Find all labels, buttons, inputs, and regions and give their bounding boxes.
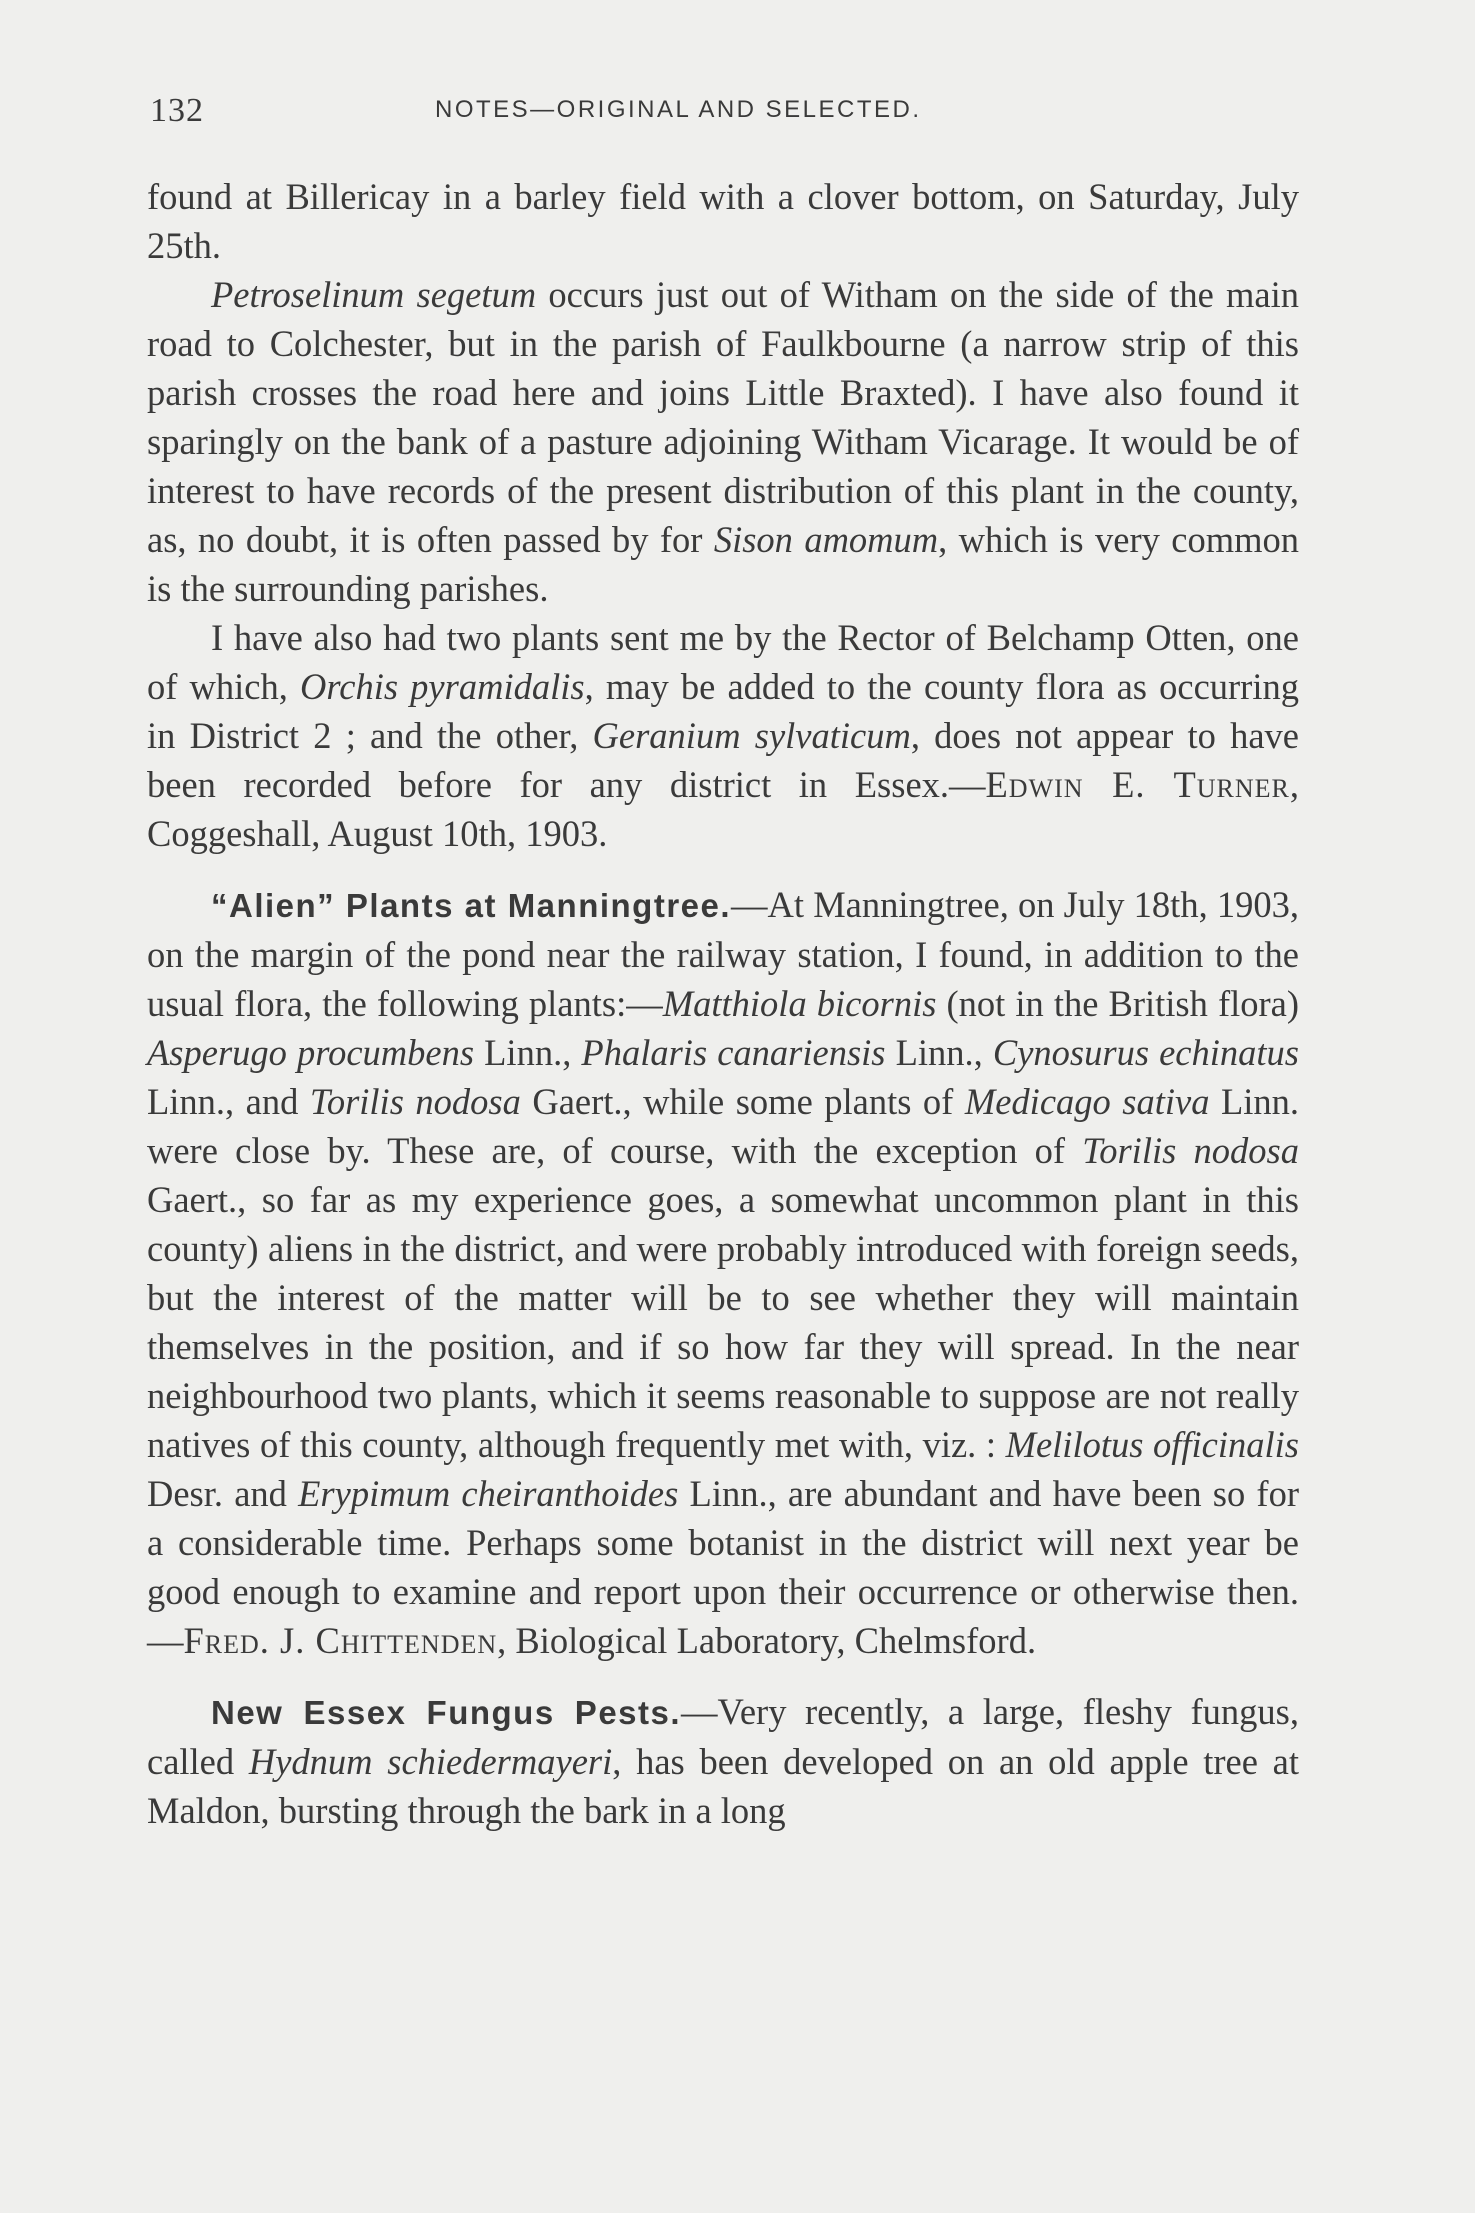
- species-name: Torilis nodosa: [1082, 1130, 1299, 1171]
- species-name: Asperugo procumbens: [147, 1032, 475, 1073]
- species-name: Geranium sylvaticum: [592, 715, 911, 756]
- page-header: [150, 92, 1300, 132]
- paragraph-petroselinum: Petroselinum segetum occurs just out of Witham on the side of the main road to Colchester, but in the parish of Faulkbourne (a narrow strip of this parish crosses the road here and joins Little Braxted). I have also found it sparingly on the bank of a pasture adjoining Witham Vicarage. It would be of interest to have records of the present distribution of this plant in the county, as, no doubt, it is often passed by for Sison amomum, which is very common is the surrounding parishes.: [147, 274, 1299, 609]
- species-name: Phalaris canariensis: [581, 1032, 886, 1073]
- species-name: Erypimum cheiranthoides: [298, 1473, 679, 1514]
- author-name: Fred. J. Chittenden: [183, 1620, 498, 1661]
- species-name: Matthiola bicornis: [662, 983, 937, 1024]
- note-heading: New Essex Fungus Pests.: [211, 1694, 682, 1731]
- note-fungus-pests: New Essex Fungus Pests.—Very recently, a large, fleshy fungus, called Hydnum schiedermayeri, has been developed on an old apple tree at Maldon, bursting through the bark in a long: [147, 1691, 1299, 1831]
- paragraph-continued: found at Billericay in a barley field with a clover bottom, on Saturday, July 25th.: [147, 176, 1299, 266]
- species-name: Orchis pyramidalis: [300, 666, 585, 707]
- running-title: NOTES—ORIGINAL AND SELECTED.: [435, 96, 922, 123]
- author-name: Edwin E. Turner: [985, 764, 1290, 805]
- species-name: Melilotus officinalis: [1005, 1424, 1299, 1465]
- species-name: Petroselinum segetum: [211, 274, 537, 315]
- species-name: Sison amomum: [713, 519, 939, 560]
- species-name: Cynosurus echinatus: [992, 1032, 1299, 1073]
- note-alien-plants: “Alien” Plants at Manningtree.—At Manningtree, on July 18th, 1903, on the margin of the pond near the railway station, I found, in addition to the usual flora, the following plants:—Matthiola bicornis (not in the British flora) Asperugo procumbens Linn., Phalaris canariensis Linn., Cynosurus echinatus Linn., and Torilis nodosa Gaert., while some plants of Medicago sativa Linn. were close by. These are, of course, with the exception of Torilis nodosa Gaert., so far as my experience goes, a somewhat uncommon plant in this county) aliens in the district, and were probably introduced with foreign seeds, but the interest of the matter will be to see whether they will maintain themselves in the position, and if so how far they will spread. In the near neighbourhood two plants, which it seems reasonable to suppose are not really natives of this county, although frequently met with, viz. : Melilotus officinalis Desr. and Erypimum cheiranthoides Linn., are abundant and have been so for a considerable time. Perhaps some botanist in the district will next year be good enough to examine and report upon their occurrence or otherwise then.—Fred. J. Chittenden, Biological Laboratory, Chelmsford.: [147, 884, 1300, 1661]
- page-number: 132: [150, 92, 204, 129]
- species-name: Medicago sativa: [964, 1081, 1210, 1122]
- species-name: Torilis nodosa: [309, 1081, 521, 1122]
- page-body: [147, 172, 1299, 1835]
- paragraph-belchamp: I have also had two plants sent me by the Rector of Belchamp Otten, one of which, Orchis pyramidalis, may be added to the county flora as occurring in District 2 ; and the other, Geranium sylvaticum, does not appear to have been recorded before for any district in Essex.—Edwin E. Turner, Coggeshall, August 10th, 1903.: [147, 617, 1300, 854]
- note-heading: “Alien” Plants at Manningtree.: [211, 887, 732, 924]
- species-name: Hydnum schiedermayeri: [248, 1741, 613, 1782]
